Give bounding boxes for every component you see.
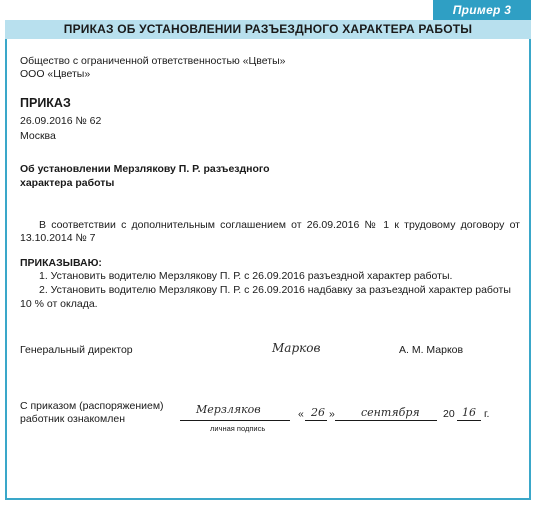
subject-line-1: Об установлении Мерзлякову П. Р. разъездного	[20, 163, 270, 175]
order-item-2-line-1: 2. Установить водителю Мерзлякову П. Р. с 26.09.2016 надбавку за разъездной характер работы	[39, 284, 511, 296]
date-quote-open: «	[298, 408, 304, 420]
order-date-number: 26.09.2016 № 62	[20, 115, 102, 127]
employee-signature-line	[180, 420, 290, 421]
year-prefix: 20	[443, 408, 455, 420]
year-suffix: 16	[462, 406, 476, 419]
order-item-2-line-2: 10 % от оклада.	[20, 298, 98, 310]
year-unit: г.	[484, 408, 490, 420]
director-name: А. М. Марков	[399, 344, 464, 356]
date-quote-close: »	[329, 408, 335, 420]
order-heading: ПРИКАЗ	[20, 96, 71, 110]
signature-caption: личная подпись	[210, 424, 266, 433]
acquaint-line-1: С приказом (распоряжением)	[20, 400, 164, 412]
org-short-name: ООО «Цветы»	[20, 68, 91, 80]
acquaint-line-2: работник ознакомлен	[20, 413, 125, 425]
date-month: сентября	[361, 406, 420, 419]
order-city: Москва	[20, 130, 56, 142]
director-position: Генеральный директор	[20, 344, 133, 356]
org-full-name: Общество с ограниченной ответственностью «Цветы»	[20, 55, 286, 67]
year-line	[457, 420, 481, 421]
document-title: ПРИКАЗ ОБ УСТАНОВЛЕНИИ РАЗЪЕЗДНОГО ХАРАКТЕРА РАБОТЫ	[5, 20, 531, 39]
day-line	[305, 420, 327, 421]
month-line	[335, 420, 437, 421]
employee-signature: Мерзляков	[196, 403, 261, 416]
date-day: 26	[311, 406, 325, 419]
subject-line-2: характера работы	[20, 177, 115, 189]
basis-paragraph: В соответствии с дополнительным соглашением от 26.09.2016 № 1 к трудовому договору от 13.10.2014 № 7	[20, 219, 520, 244]
orders-heading: ПРИКАЗЫВАЮ:	[20, 257, 102, 269]
order-item-1: 1. Установить водителю Мерзлякову П. Р. с 26.09.2016 разъездной характер работы.	[39, 270, 453, 282]
example-badge: Пример 3	[433, 0, 531, 20]
director-signature: Марков	[272, 341, 321, 355]
